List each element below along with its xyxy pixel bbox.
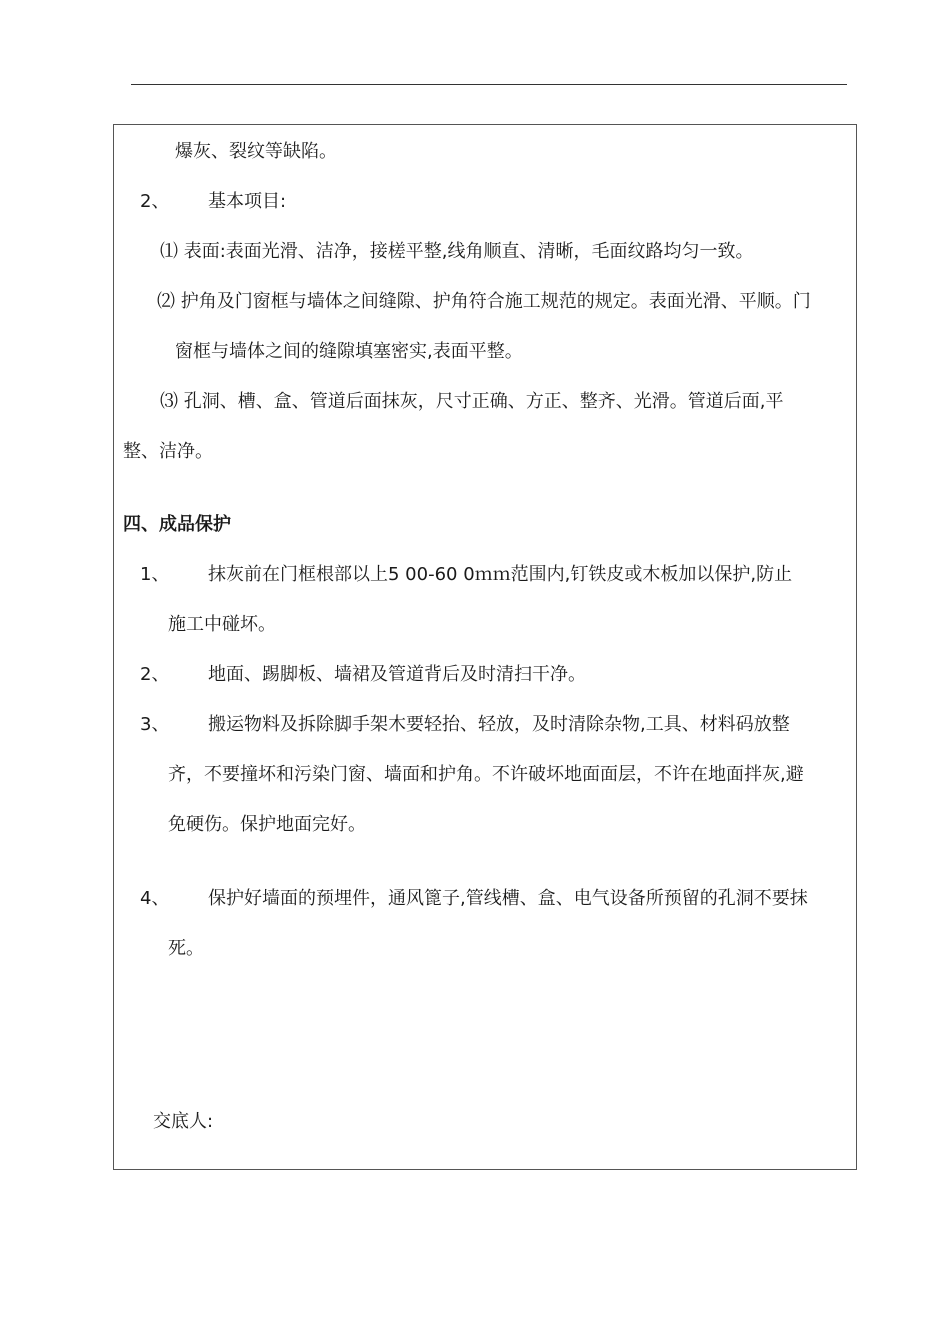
section-title: 四、成品保护: [123, 514, 231, 535]
item-text: 死。: [168, 938, 204, 959]
text-line: 窗框与墙体之间的缝隙填塞密实,表面平整。: [175, 341, 523, 362]
text-line: ⑵ 护角及门窗框与墙体之间缝隙、护角符合施工规范的规定。表面光滑、平顺。门: [157, 291, 811, 312]
item-text: 齐，不要撞坏和污染门窗、墙面和护角。不许破坏地面面层，不许在地面拌灰,避: [168, 764, 804, 785]
item-text: 免硬伤。保护地面完好。: [168, 814, 366, 835]
header-rule: [131, 84, 847, 85]
item-text: 搬运物料及拆除脚手架木要轻抬、轻放，及时清除杂物,工具、材料码放整: [208, 714, 790, 735]
text-line: 爆灰、裂纹等缺陷。: [175, 141, 337, 162]
item-number: 2、: [140, 191, 170, 212]
item-number: 1、: [140, 564, 170, 585]
content-frame: [113, 124, 857, 1170]
text-line: 基本项目:: [208, 191, 287, 212]
item-number: 2、: [140, 664, 170, 685]
item-number: 4、: [140, 888, 170, 909]
item-number: 3、: [140, 714, 170, 735]
item-text: 施工中碰坏。: [168, 614, 276, 635]
text-line: 整、洁净。: [123, 441, 213, 462]
signoff-label: 交底人:: [153, 1111, 214, 1132]
item-text: 地面、踢脚板、墙裙及管道背后及时清扫干净。: [208, 664, 586, 685]
item-text: 抹灰前在门框根部以上5 00-60 0ｍｍ范围内,钉铁皮或木板加以保护,防止: [208, 564, 793, 585]
item-text: 保护好墙面的预埋件，通风篦子,管线槽、盒、电气设备所预留的孔洞不要抹: [208, 888, 808, 909]
text-line: ⑴ 表面:表面光滑、洁净，接槎平整,线角顺直、清晰，毛面纹路均匀一致。: [160, 241, 754, 262]
text-line: ⑶ 孔洞、槽、盒、管道后面抹灰，尺寸正确、方正、整齐、光滑。管道后面,平: [160, 391, 784, 412]
